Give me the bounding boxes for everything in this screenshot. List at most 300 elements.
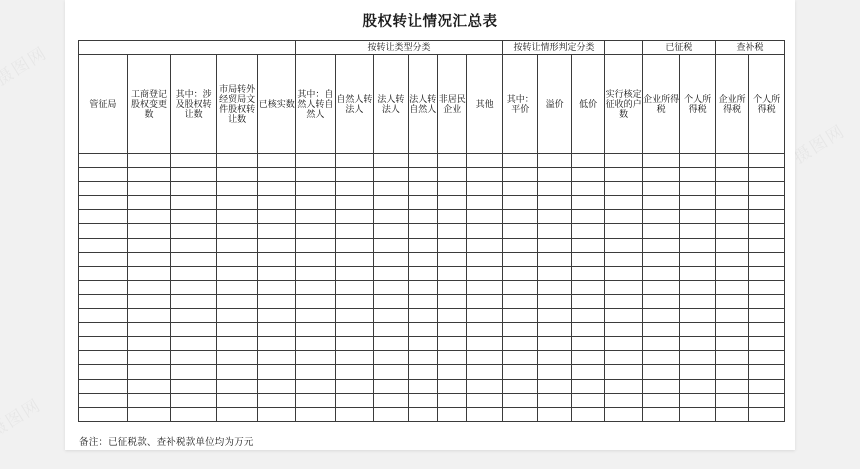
table-cell-natural_to_legal[interactable] — [335, 407, 374, 421]
table-cell-bureau[interactable] — [79, 337, 128, 351]
table-cell-taxed_individual[interactable] — [680, 182, 716, 196]
table-cell-taxed_corporate[interactable] — [642, 294, 680, 308]
table-cell-non_resident[interactable] — [438, 294, 467, 308]
table-cell-legal_to_natural[interactable] — [408, 351, 437, 365]
table-cell-natural_to_legal[interactable] — [335, 238, 374, 252]
table-cell-legal_to_natural[interactable] — [408, 365, 437, 379]
table-cell-legal_to_natural[interactable] — [408, 168, 437, 182]
table-cell-other[interactable] — [467, 252, 503, 266]
table-cell-verified_count[interactable] — [258, 365, 296, 379]
table-cell-audit_corporate[interactable] — [715, 393, 748, 407]
table-cell-involving_transfer[interactable] — [171, 294, 217, 308]
table-cell-audit_corporate[interactable] — [715, 266, 748, 280]
table-cell-non_resident[interactable] — [438, 182, 467, 196]
table-cell-low_price[interactable] — [571, 154, 604, 168]
table-cell-involving_transfer[interactable] — [171, 266, 217, 280]
table-cell-involving_transfer[interactable] — [171, 238, 217, 252]
table-cell-involving_transfer[interactable] — [171, 154, 217, 168]
table-cell-low_price[interactable] — [571, 238, 604, 252]
table-cell-legal_to_natural[interactable] — [408, 309, 437, 323]
table-cell-assessed_households[interactable] — [605, 266, 643, 280]
table-cell-natural_to_natural[interactable] — [296, 224, 336, 238]
table-cell-other[interactable] — [467, 224, 503, 238]
table-cell-natural_to_natural[interactable] — [296, 407, 336, 421]
table-cell-legal_to_natural[interactable] — [408, 238, 437, 252]
table-cell-verified_count[interactable] — [258, 210, 296, 224]
table-cell-natural_to_natural[interactable] — [296, 365, 336, 379]
table-cell-audit_individual[interactable] — [749, 294, 785, 308]
table-cell-par_price[interactable] — [502, 154, 537, 168]
table-cell-par_price[interactable] — [502, 351, 537, 365]
table-cell-other[interactable] — [467, 323, 503, 337]
table-cell-verified_count[interactable] — [258, 393, 296, 407]
table-cell-non_resident[interactable] — [438, 323, 467, 337]
table-cell-verified_count[interactable] — [258, 337, 296, 351]
table-row[interactable] — [79, 393, 785, 407]
table-cell-audit_corporate[interactable] — [715, 294, 748, 308]
table-cell-natural_to_legal[interactable] — [335, 294, 374, 308]
table-cell-involving_transfer[interactable] — [171, 224, 217, 238]
table-cell-taxed_corporate[interactable] — [642, 196, 680, 210]
table-cell-low_price[interactable] — [571, 323, 604, 337]
table-cell-audit_corporate[interactable] — [715, 238, 748, 252]
table-cell-legal_to_natural[interactable] — [408, 252, 437, 266]
table-cell-premium[interactable] — [538, 224, 571, 238]
table-cell-natural_to_natural[interactable] — [296, 252, 336, 266]
table-cell-assessed_households[interactable] — [605, 196, 643, 210]
table-cell-legal_to_legal[interactable] — [374, 252, 408, 266]
table-cell-city_bureau_doc[interactable] — [216, 379, 258, 393]
table-cell-legal_to_natural[interactable] — [408, 323, 437, 337]
table-cell-audit_corporate[interactable] — [715, 309, 748, 323]
table-cell-legal_to_natural[interactable] — [408, 266, 437, 280]
table-cell-taxed_corporate[interactable] — [642, 266, 680, 280]
table-cell-legal_to_legal[interactable] — [374, 182, 408, 196]
table-cell-verified_count[interactable] — [258, 252, 296, 266]
table-cell-equity_change_count[interactable] — [127, 407, 171, 421]
table-cell-par_price[interactable] — [502, 365, 537, 379]
table-cell-equity_change_count[interactable] — [127, 266, 171, 280]
table-cell-assessed_households[interactable] — [605, 210, 643, 224]
table-cell-low_price[interactable] — [571, 252, 604, 266]
table-cell-audit_individual[interactable] — [749, 210, 785, 224]
table-row[interactable] — [79, 351, 785, 365]
table-cell-natural_to_natural[interactable] — [296, 238, 336, 252]
table-cell-premium[interactable] — [538, 294, 571, 308]
table-cell-premium[interactable] — [538, 337, 571, 351]
table-cell-taxed_individual[interactable] — [680, 266, 716, 280]
table-cell-premium[interactable] — [538, 379, 571, 393]
table-cell-bureau[interactable] — [79, 182, 128, 196]
table-cell-natural_to_legal[interactable] — [335, 168, 374, 182]
table-cell-taxed_corporate[interactable] — [642, 393, 680, 407]
table-cell-taxed_individual[interactable] — [680, 351, 716, 365]
table-cell-audit_individual[interactable] — [749, 365, 785, 379]
table-cell-equity_change_count[interactable] — [127, 238, 171, 252]
table-cell-taxed_individual[interactable] — [680, 224, 716, 238]
table-cell-taxed_individual[interactable] — [680, 309, 716, 323]
table-cell-non_resident[interactable] — [438, 337, 467, 351]
table-cell-taxed_corporate[interactable] — [642, 407, 680, 421]
table-row[interactable] — [79, 210, 785, 224]
table-cell-equity_change_count[interactable] — [127, 182, 171, 196]
table-cell-non_resident[interactable] — [438, 309, 467, 323]
table-cell-par_price[interactable] — [502, 407, 537, 421]
table-cell-premium[interactable] — [538, 309, 571, 323]
table-cell-other[interactable] — [467, 210, 503, 224]
table-cell-city_bureau_doc[interactable] — [216, 309, 258, 323]
table-cell-legal_to_legal[interactable] — [374, 393, 408, 407]
table-cell-par_price[interactable] — [502, 224, 537, 238]
table-cell-taxed_corporate[interactable] — [642, 337, 680, 351]
table-cell-bureau[interactable] — [79, 365, 128, 379]
table-cell-natural_to_natural[interactable] — [296, 154, 336, 168]
table-row[interactable] — [79, 407, 785, 421]
table-cell-involving_transfer[interactable] — [171, 309, 217, 323]
table-cell-low_price[interactable] — [571, 266, 604, 280]
table-cell-taxed_corporate[interactable] — [642, 309, 680, 323]
table-cell-verified_count[interactable] — [258, 294, 296, 308]
table-cell-legal_to_legal[interactable] — [374, 379, 408, 393]
table-cell-audit_individual[interactable] — [749, 309, 785, 323]
table-cell-taxed_corporate[interactable] — [642, 252, 680, 266]
table-row[interactable] — [79, 266, 785, 280]
table-cell-city_bureau_doc[interactable] — [216, 323, 258, 337]
table-row[interactable] — [79, 224, 785, 238]
table-cell-audit_corporate[interactable] — [715, 224, 748, 238]
table-cell-low_price[interactable] — [571, 379, 604, 393]
table-cell-taxed_corporate[interactable] — [642, 280, 680, 294]
table-row[interactable] — [79, 182, 785, 196]
table-cell-bureau[interactable] — [79, 323, 128, 337]
table-cell-low_price[interactable] — [571, 309, 604, 323]
table-cell-premium[interactable] — [538, 407, 571, 421]
table-cell-legal_to_natural[interactable] — [408, 407, 437, 421]
table-cell-verified_count[interactable] — [258, 154, 296, 168]
table-cell-legal_to_legal[interactable] — [374, 294, 408, 308]
table-cell-verified_count[interactable] — [258, 379, 296, 393]
table-row[interactable] — [79, 154, 785, 168]
table-cell-other[interactable] — [467, 337, 503, 351]
table-cell-premium[interactable] — [538, 154, 571, 168]
table-cell-city_bureau_doc[interactable] — [216, 351, 258, 365]
table-cell-premium[interactable] — [538, 393, 571, 407]
table-cell-bureau[interactable] — [79, 210, 128, 224]
table-cell-taxed_individual[interactable] — [680, 196, 716, 210]
table-cell-natural_to_legal[interactable] — [335, 252, 374, 266]
table-cell-natural_to_natural[interactable] — [296, 309, 336, 323]
table-cell-assessed_households[interactable] — [605, 294, 643, 308]
table-cell-involving_transfer[interactable] — [171, 407, 217, 421]
table-cell-audit_individual[interactable] — [749, 182, 785, 196]
table-cell-city_bureau_doc[interactable] — [216, 280, 258, 294]
table-cell-low_price[interactable] — [571, 224, 604, 238]
table-cell-involving_transfer[interactable] — [171, 196, 217, 210]
table-cell-assessed_households[interactable] — [605, 351, 643, 365]
table-cell-audit_corporate[interactable] — [715, 351, 748, 365]
table-cell-legal_to_legal[interactable] — [374, 323, 408, 337]
table-cell-low_price[interactable] — [571, 351, 604, 365]
table-cell-premium[interactable] — [538, 280, 571, 294]
table-cell-legal_to_legal[interactable] — [374, 238, 408, 252]
table-cell-equity_change_count[interactable] — [127, 224, 171, 238]
table-cell-bureau[interactable] — [79, 238, 128, 252]
table-cell-audit_individual[interactable] — [749, 224, 785, 238]
table-cell-bureau[interactable] — [79, 294, 128, 308]
table-cell-non_resident[interactable] — [438, 224, 467, 238]
table-cell-verified_count[interactable] — [258, 323, 296, 337]
table-cell-city_bureau_doc[interactable] — [216, 224, 258, 238]
table-cell-premium[interactable] — [538, 266, 571, 280]
table-cell-audit_corporate[interactable] — [715, 182, 748, 196]
table-cell-other[interactable] — [467, 238, 503, 252]
table-cell-par_price[interactable] — [502, 337, 537, 351]
table-cell-equity_change_count[interactable] — [127, 379, 171, 393]
table-cell-par_price[interactable] — [502, 294, 537, 308]
table-cell-equity_change_count[interactable] — [127, 309, 171, 323]
table-cell-audit_corporate[interactable] — [715, 168, 748, 182]
table-cell-other[interactable] — [467, 154, 503, 168]
table-cell-legal_to_legal[interactable] — [374, 407, 408, 421]
table-cell-taxed_individual[interactable] — [680, 168, 716, 182]
table-cell-equity_change_count[interactable] — [127, 280, 171, 294]
table-cell-natural_to_legal[interactable] — [335, 351, 374, 365]
table-cell-verified_count[interactable] — [258, 351, 296, 365]
table-cell-legal_to_natural[interactable] — [408, 393, 437, 407]
table-cell-assessed_households[interactable] — [605, 323, 643, 337]
table-cell-legal_to_legal[interactable] — [374, 224, 408, 238]
table-cell-verified_count[interactable] — [258, 196, 296, 210]
table-row[interactable] — [79, 196, 785, 210]
table-row[interactable] — [79, 337, 785, 351]
table-cell-natural_to_legal[interactable] — [335, 365, 374, 379]
table-cell-natural_to_legal[interactable] — [335, 182, 374, 196]
table-cell-equity_change_count[interactable] — [127, 393, 171, 407]
table-cell-assessed_households[interactable] — [605, 224, 643, 238]
table-cell-taxed_corporate[interactable] — [642, 210, 680, 224]
table-cell-audit_individual[interactable] — [749, 266, 785, 280]
table-cell-natural_to_natural[interactable] — [296, 351, 336, 365]
table-cell-audit_individual[interactable] — [749, 252, 785, 266]
table-cell-audit_individual[interactable] — [749, 323, 785, 337]
table-cell-non_resident[interactable] — [438, 168, 467, 182]
table-cell-bureau[interactable] — [79, 224, 128, 238]
table-cell-assessed_households[interactable] — [605, 337, 643, 351]
table-cell-natural_to_legal[interactable] — [335, 224, 374, 238]
table-cell-city_bureau_doc[interactable] — [216, 266, 258, 280]
table-cell-audit_corporate[interactable] — [715, 210, 748, 224]
table-cell-legal_to_legal[interactable] — [374, 309, 408, 323]
table-cell-audit_corporate[interactable] — [715, 365, 748, 379]
table-cell-taxed_corporate[interactable] — [642, 365, 680, 379]
table-cell-involving_transfer[interactable] — [171, 210, 217, 224]
table-cell-premium[interactable] — [538, 252, 571, 266]
table-cell-equity_change_count[interactable] — [127, 168, 171, 182]
table-cell-assessed_households[interactable] — [605, 280, 643, 294]
table-row[interactable] — [79, 238, 785, 252]
table-cell-natural_to_natural[interactable] — [296, 294, 336, 308]
table-cell-verified_count[interactable] — [258, 224, 296, 238]
table-cell-other[interactable] — [467, 407, 503, 421]
table-cell-legal_to_legal[interactable] — [374, 154, 408, 168]
table-cell-low_price[interactable] — [571, 280, 604, 294]
table-cell-non_resident[interactable] — [438, 393, 467, 407]
table-cell-audit_corporate[interactable] — [715, 252, 748, 266]
table-cell-audit_individual[interactable] — [749, 196, 785, 210]
table-cell-legal_to_legal[interactable] — [374, 266, 408, 280]
table-cell-non_resident[interactable] — [438, 266, 467, 280]
table-cell-par_price[interactable] — [502, 393, 537, 407]
table-cell-par_price[interactable] — [502, 252, 537, 266]
table-cell-par_price[interactable] — [502, 182, 537, 196]
table-cell-taxed_corporate[interactable] — [642, 323, 680, 337]
table-cell-natural_to_natural[interactable] — [296, 182, 336, 196]
table-cell-premium[interactable] — [538, 323, 571, 337]
table-cell-audit_individual[interactable] — [749, 351, 785, 365]
table-cell-city_bureau_doc[interactable] — [216, 294, 258, 308]
table-cell-par_price[interactable] — [502, 323, 537, 337]
table-cell-other[interactable] — [467, 280, 503, 294]
table-cell-other[interactable] — [467, 365, 503, 379]
table-cell-city_bureau_doc[interactable] — [216, 337, 258, 351]
table-cell-city_bureau_doc[interactable] — [216, 210, 258, 224]
table-cell-taxed_individual[interactable] — [680, 393, 716, 407]
table-cell-natural_to_natural[interactable] — [296, 266, 336, 280]
table-cell-legal_to_legal[interactable] — [374, 196, 408, 210]
table-cell-audit_corporate[interactable] — [715, 337, 748, 351]
table-cell-audit_individual[interactable] — [749, 407, 785, 421]
table-cell-involving_transfer[interactable] — [171, 393, 217, 407]
table-cell-involving_transfer[interactable] — [171, 182, 217, 196]
table-cell-premium[interactable] — [538, 196, 571, 210]
table-cell-other[interactable] — [467, 351, 503, 365]
table-cell-natural_to_natural[interactable] — [296, 168, 336, 182]
table-cell-equity_change_count[interactable] — [127, 351, 171, 365]
table-cell-non_resident[interactable] — [438, 365, 467, 379]
table-cell-natural_to_legal[interactable] — [335, 309, 374, 323]
table-cell-assessed_households[interactable] — [605, 309, 643, 323]
table-cell-bureau[interactable] — [79, 252, 128, 266]
table-cell-non_resident[interactable] — [438, 210, 467, 224]
table-cell-audit_corporate[interactable] — [715, 379, 748, 393]
table-cell-low_price[interactable] — [571, 182, 604, 196]
table-cell-involving_transfer[interactable] — [171, 280, 217, 294]
table-cell-legal_to_natural[interactable] — [408, 182, 437, 196]
table-cell-non_resident[interactable] — [438, 252, 467, 266]
table-row[interactable] — [79, 379, 785, 393]
table-row[interactable] — [79, 168, 785, 182]
table-cell-par_price[interactable] — [502, 266, 537, 280]
table-cell-city_bureau_doc[interactable] — [216, 196, 258, 210]
table-cell-taxed_individual[interactable] — [680, 238, 716, 252]
table-cell-natural_to_natural[interactable] — [296, 196, 336, 210]
table-cell-natural_to_natural[interactable] — [296, 210, 336, 224]
table-cell-taxed_corporate[interactable] — [642, 224, 680, 238]
table-cell-low_price[interactable] — [571, 365, 604, 379]
table-cell-audit_individual[interactable] — [749, 154, 785, 168]
table-cell-low_price[interactable] — [571, 294, 604, 308]
table-cell-natural_to_natural[interactable] — [296, 280, 336, 294]
table-cell-bureau[interactable] — [79, 379, 128, 393]
table-cell-taxed_corporate[interactable] — [642, 238, 680, 252]
table-cell-bureau[interactable] — [79, 351, 128, 365]
table-cell-legal_to_natural[interactable] — [408, 379, 437, 393]
table-cell-taxed_individual[interactable] — [680, 323, 716, 337]
table-cell-legal_to_legal[interactable] — [374, 168, 408, 182]
table-cell-bureau[interactable] — [79, 393, 128, 407]
table-cell-audit_individual[interactable] — [749, 379, 785, 393]
table-cell-par_price[interactable] — [502, 379, 537, 393]
table-cell-natural_to_legal[interactable] — [335, 196, 374, 210]
table-cell-legal_to_natural[interactable] — [408, 280, 437, 294]
table-cell-assessed_households[interactable] — [605, 407, 643, 421]
table-cell-non_resident[interactable] — [438, 407, 467, 421]
table-cell-involving_transfer[interactable] — [171, 337, 217, 351]
table-cell-other[interactable] — [467, 168, 503, 182]
table-cell-taxed_corporate[interactable] — [642, 168, 680, 182]
table-cell-assessed_households[interactable] — [605, 154, 643, 168]
table-cell-par_price[interactable] — [502, 196, 537, 210]
table-cell-city_bureau_doc[interactable] — [216, 252, 258, 266]
table-cell-other[interactable] — [467, 196, 503, 210]
table-cell-bureau[interactable] — [79, 280, 128, 294]
table-cell-other[interactable] — [467, 309, 503, 323]
table-cell-premium[interactable] — [538, 182, 571, 196]
table-cell-natural_to_natural[interactable] — [296, 379, 336, 393]
table-cell-city_bureau_doc[interactable] — [216, 407, 258, 421]
table-cell-low_price[interactable] — [571, 407, 604, 421]
table-cell-assessed_households[interactable] — [605, 393, 643, 407]
table-cell-other[interactable] — [467, 182, 503, 196]
table-cell-equity_change_count[interactable] — [127, 196, 171, 210]
table-cell-par_price[interactable] — [502, 238, 537, 252]
table-cell-audit_individual[interactable] — [749, 168, 785, 182]
table-cell-legal_to_legal[interactable] — [374, 280, 408, 294]
table-cell-city_bureau_doc[interactable] — [216, 182, 258, 196]
table-cell-involving_transfer[interactable] — [171, 379, 217, 393]
table-cell-premium[interactable] — [538, 168, 571, 182]
table-cell-assessed_households[interactable] — [605, 252, 643, 266]
table-cell-involving_transfer[interactable] — [171, 323, 217, 337]
table-cell-equity_change_count[interactable] — [127, 252, 171, 266]
table-cell-assessed_households[interactable] — [605, 365, 643, 379]
table-cell-other[interactable] — [467, 294, 503, 308]
table-cell-involving_transfer[interactable] — [171, 351, 217, 365]
table-cell-bureau[interactable] — [79, 266, 128, 280]
table-cell-natural_to_legal[interactable] — [335, 393, 374, 407]
table-cell-natural_to_legal[interactable] — [335, 210, 374, 224]
table-cell-taxed_individual[interactable] — [680, 154, 716, 168]
table-cell-taxed_corporate[interactable] — [642, 351, 680, 365]
table-cell-audit_individual[interactable] — [749, 337, 785, 351]
table-row[interactable] — [79, 294, 785, 308]
table-cell-other[interactable] — [467, 266, 503, 280]
table-cell-verified_count[interactable] — [258, 266, 296, 280]
table-cell-par_price[interactable] — [502, 309, 537, 323]
table-cell-non_resident[interactable] — [438, 154, 467, 168]
table-cell-audit_corporate[interactable] — [715, 280, 748, 294]
table-cell-equity_change_count[interactable] — [127, 323, 171, 337]
table-cell-taxed_corporate[interactable] — [642, 154, 680, 168]
table-cell-premium[interactable] — [538, 210, 571, 224]
table-cell-taxed_individual[interactable] — [680, 280, 716, 294]
table-cell-par_price[interactable] — [502, 168, 537, 182]
table-cell-other[interactable] — [467, 379, 503, 393]
table-cell-assessed_households[interactable] — [605, 238, 643, 252]
table-cell-legal_to_legal[interactable] — [374, 351, 408, 365]
table-cell-involving_transfer[interactable] — [171, 365, 217, 379]
table-cell-equity_change_count[interactable] — [127, 337, 171, 351]
